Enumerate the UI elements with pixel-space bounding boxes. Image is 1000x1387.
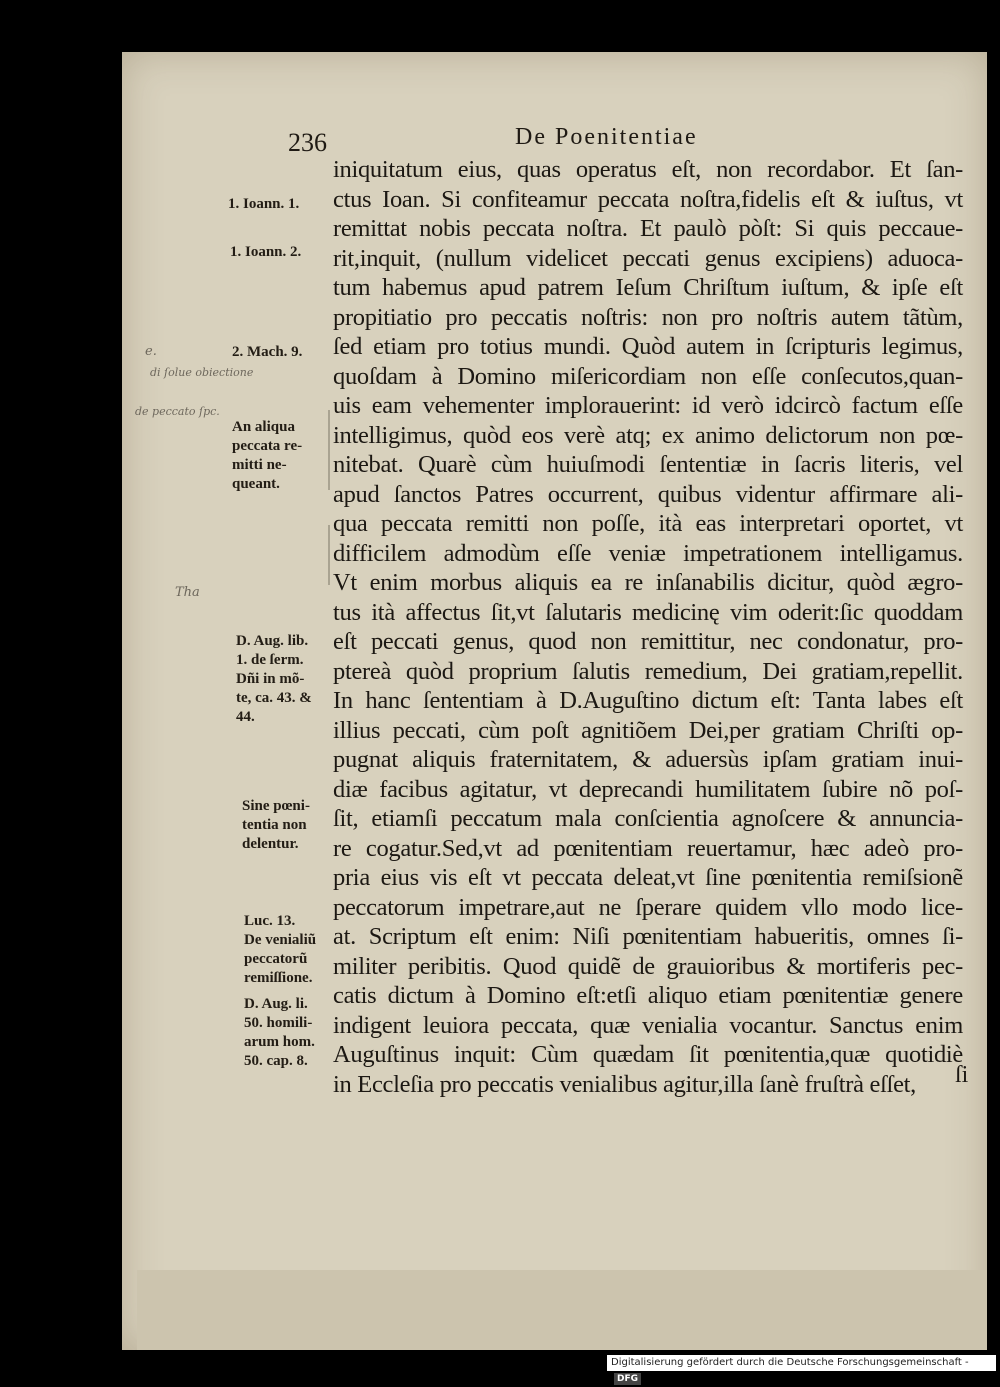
manuscript-note: e. (145, 344, 157, 359)
text-line: pugnat aliquis fraternitatem, & aduersùs ipſam gratiam inui- (333, 746, 963, 773)
margin-note-an-aliqua: An aliqua peccata re- mitti ne- queant. (232, 419, 303, 492)
margin-note-ioann-1: 1. Ioann. 1. (228, 196, 300, 212)
text-line: remittat nobis peccata noſtra. Et paulò pòſt: Si quis peccaue- (333, 215, 963, 242)
text-line: in Eccleſia pro peccatis venialibus agitur,illa ſanè fruſtrà eſſet, (333, 1070, 916, 1098)
text-line: Vt enim morbus aliquis ea re inſanabilis dicitur, quòd ægro- (333, 569, 963, 596)
dfg-logo: DFG (614, 1373, 641, 1385)
main-text-block (333, 155, 963, 1099)
text-line: ctus Ioan. Si confiteamur peccata noſtra,fidelis eſt & iuſtus, vt (333, 185, 963, 213)
page-number: 236 (288, 128, 327, 157)
text-line: qua peccata remitti non poſſe, ità eas interpretari oportet, vt (333, 510, 963, 537)
margin-note-aug-serm: D. Aug. lib. 1. de ſerm. Dñi in mõ- te, ca. 43. & 44. (236, 633, 312, 725)
text-line: peccatorum impetrare,aut ne ſperare quidem vllo modo lice- (333, 893, 963, 921)
text-line: tum habemus apud patrem Ieſum Chriſtum iuſtum, & ipſe eſt (333, 274, 963, 301)
text-line: re cogatur.Sed,vt ad pœnitentiam reuertamur, hæc adeò pro- (333, 834, 963, 862)
text-line: quoſdam à Domino miſericordiam non eſſe conſecutos,quan- (333, 362, 963, 390)
text-line: uis eam vehementer implorauerint: id verò idcircò factum eſſe (333, 392, 963, 419)
manuscript-note: de peccato ſpc. (135, 405, 220, 418)
margin-note-luc-13: Luc. 13. (244, 913, 296, 929)
text-line: difficilem admodùm eſſe veniæ impetrationem intelligamus. (333, 539, 963, 567)
manuscript-bracket-line (328, 410, 330, 490)
margin-note-sine-poenitentia: Sine pœni- tentia non delentur. (242, 798, 310, 852)
text-line: pria eius vis eſt vt peccata deleat,vt ſine pœnitentia remiſsionẽ (333, 864, 963, 891)
text-line: ptereà quòd proprium ſalutis remedium, Dei gratiam,repellit. (333, 657, 963, 685)
text-line: ſit, etiamſi peccatum mala conſcientia agnoſcere & annuncia- (333, 805, 963, 832)
margin-note-venialium: De venialiũ peccatorũ remiſſione. (244, 932, 317, 986)
catchword: ſi (955, 1062, 969, 1088)
text-line: rit,inquit, (nullum videlicet peccati genus excipiens) aduoca- (333, 244, 963, 272)
text-line: In hanc ſententiam à D.Auguſtino dictum eſt: Tanta labes eſt (333, 687, 963, 714)
text-line: apud ſanctos Patres occurrent, quibus videntur affirmare ali- (333, 480, 963, 508)
text-line: ſed etiam pro totius mundi. Quòd autem in ſcripturis legimus, (333, 333, 963, 360)
text-line: tus ità affectus ſit,vt ſalutaris medicinę vim oderit:ſic quoddam (333, 598, 963, 626)
text-line: Auguſtinus inquit: Cùm quædam ſit pœnitentia,quæ quotidiè (333, 1041, 963, 1068)
manuscript-note: Tha (175, 585, 200, 600)
digitization-credit (607, 1355, 996, 1384)
text-line: nitebat. Quarè cùm huiuſmodi ſententiæ in ſacris literis, vel (333, 451, 963, 478)
text-line: intelligimus, quòd eos verè atq; ex animo delictorum non pœ- (333, 421, 963, 449)
margin-note-mach-9: 2. Mach. 9. (232, 344, 303, 360)
manuscript-note: di ſolue obiectione (150, 366, 254, 379)
text-line: eſt peccati genus, quod non remittitur, nec condonatur, pro- (333, 628, 963, 655)
text-line: indigent leuiora peccata, quæ venialia vocantur. Sanctus enim (333, 1011, 963, 1039)
text-line: at. Scriptum eſt enim: Niſi pœnitentiam habueritis, omnes ſi- (333, 923, 963, 950)
credit-text: Digitalisierung gefördert durch die Deutsche Forschungsgemeinschaft - (611, 1357, 969, 1368)
text-line: diæ facibus agitatur, vt deprecandi humilitatem ſubire nõ poſ- (333, 775, 963, 803)
text-line: catis dictum à Domino eſt:etſi aliquo etiam pœnitentiæ genere (333, 982, 963, 1009)
text-line: illius peccati, cùm poſt agnitiõem Dei,per gratiam Chriſti op- (333, 716, 963, 744)
text-line: iniquitatum eius, quas operatus eſt, non recordabor. Et ſan- (333, 156, 963, 183)
page-lower-edge (137, 1270, 987, 1350)
manuscript-bracket-line (328, 525, 330, 585)
running-head: De Poenitentiae (515, 124, 698, 150)
text-line: militer peribitis. Quod quidẽ de grauioribus & mortiferis pec- (333, 952, 963, 980)
text-line: propitiatio pro peccatis noſtris: non pro noſtris autem tãtùm, (333, 303, 963, 331)
margin-note-aug-homil: D. Aug. li. 50. homili- arum hom. 50. cap. 8. (244, 996, 315, 1069)
margin-note-ioann-2: 1. Ioann. 2. (230, 244, 302, 260)
